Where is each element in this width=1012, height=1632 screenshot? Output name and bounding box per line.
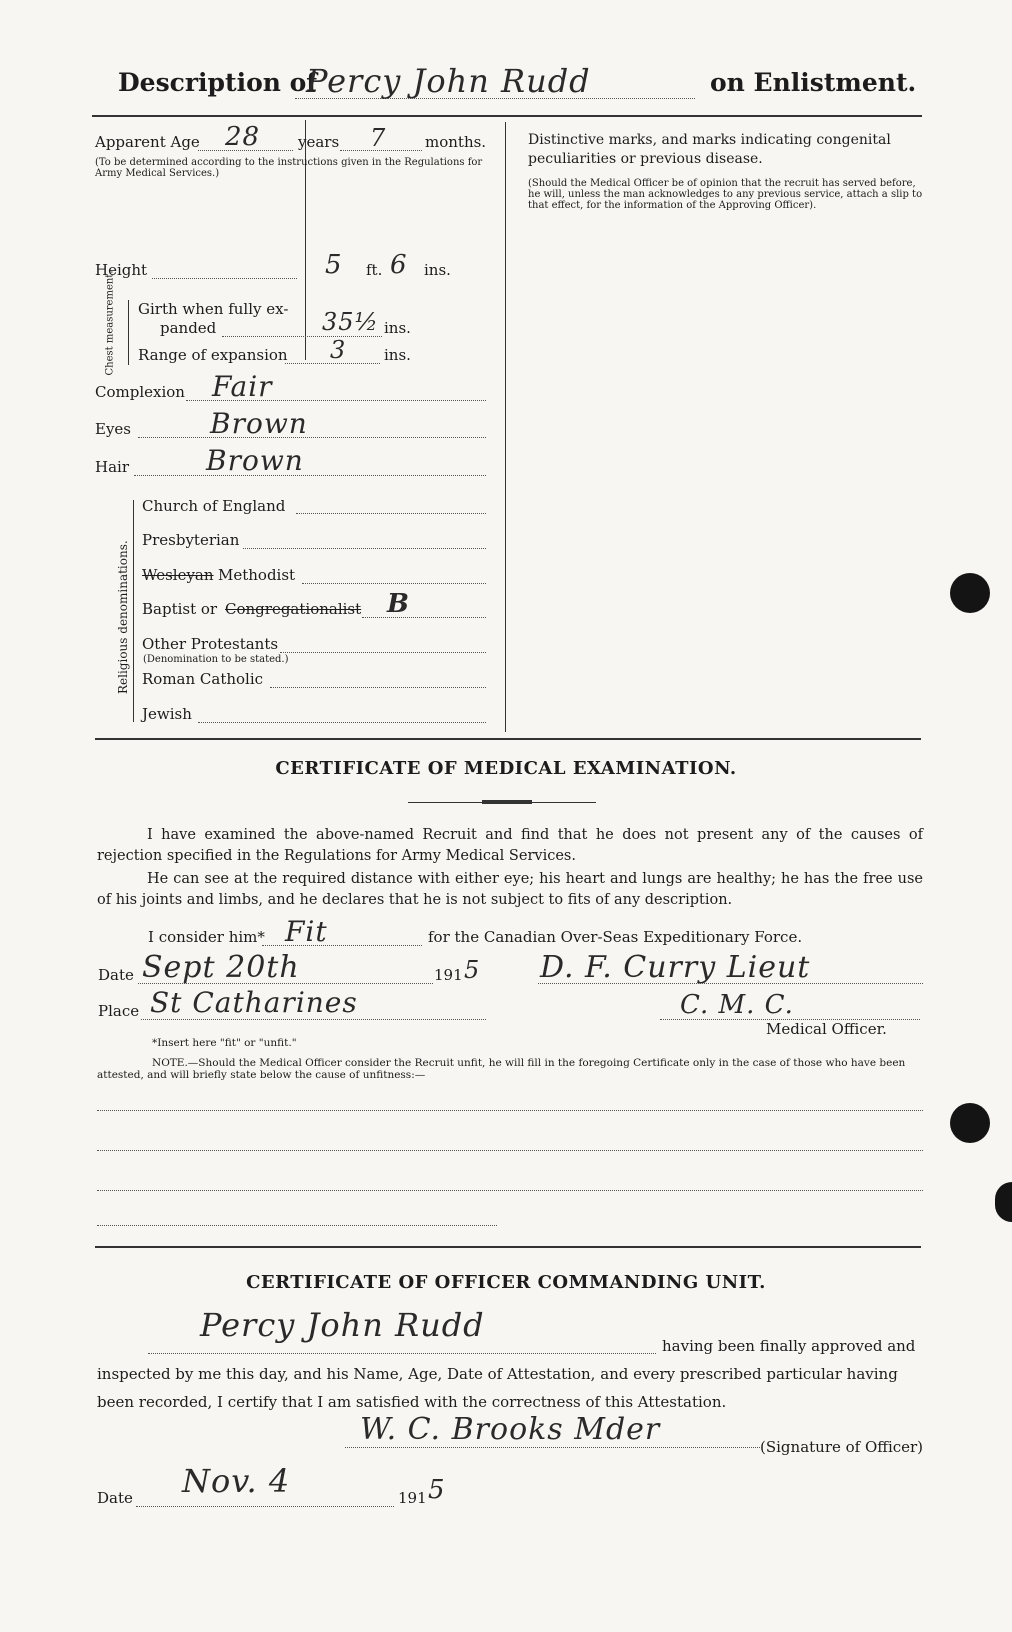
complexion-label: Complexion <box>95 383 185 401</box>
range-ins-label: ins. <box>384 346 411 364</box>
chest-bracket <box>128 300 129 365</box>
religious-denominations-label: Religious denominations. <box>116 540 130 694</box>
commanding-heading: CERTIFICATE OF OFFICER COMMANDING UNIT. <box>246 1272 766 1293</box>
punch-hole-edge <box>995 1182 1012 1222</box>
commanding-signature-dots <box>345 1447 760 1448</box>
religion-wesleyan: Wesleyan <box>142 566 214 584</box>
height-ins-value: 6 <box>390 250 408 280</box>
girth-ins-label: ins. <box>384 319 411 337</box>
hair-dots <box>134 475 486 476</box>
commanding-year-printed: 191 <box>398 1489 427 1507</box>
complexion-value: Fair <box>212 370 273 403</box>
girth-value: 35½ <box>322 308 379 336</box>
commanding-text2: inspected by me this day, and his Name, Age, Date of Attestation, and every prescribed particular having <box>97 1365 898 1383</box>
religion-roman-catholic: Roman Catholic <box>142 670 264 688</box>
eyes-value: Brown <box>210 407 308 440</box>
religion-baptist: Baptist or <box>142 600 218 618</box>
age-years-value: 28 <box>225 122 261 152</box>
medical-heading: CERTIFICATE OF MEDICAL EXAMINATION. <box>275 758 737 779</box>
recruit-name-line <box>295 98 695 99</box>
commanding-signature-label: (Signature of Officer) <box>760 1438 924 1456</box>
jewish-dots <box>198 722 486 723</box>
medical-year-written: 5 <box>464 956 481 984</box>
medical-place-label: Place <box>98 1002 140 1020</box>
religion-other-note: (Denomination to be stated.) <box>143 654 289 665</box>
height-ft-value: 5 <box>325 250 343 280</box>
girth-dots <box>222 336 382 337</box>
months-label: months. <box>425 133 487 151</box>
recruit-name: Percy John Rudd <box>306 62 591 100</box>
header-suffix: on Enlistment. <box>710 68 917 97</box>
medical-signature-dots <box>538 983 923 984</box>
age-months-value: 7 <box>370 124 387 152</box>
methodist-dots <box>302 583 486 584</box>
religion-jewish: Jewish <box>142 705 192 723</box>
commanding-year-written: 5 <box>428 1475 446 1505</box>
marks-heading: Distinctive marks, and marks indicating congenital peculiarities or previous disease. <box>528 132 891 167</box>
medical-para1: I have examined the above-named Recruit and find that he does not present any of the causes of rejection specified in the Regulations for Army Medical Services. <box>97 827 923 864</box>
church-dots <box>296 513 486 514</box>
height-dots <box>152 278 297 279</box>
left-column-divider <box>305 120 306 360</box>
height-label: Height <box>95 261 148 279</box>
consider-label: I consider him* <box>148 928 265 946</box>
section-rule-2 <box>95 1246 921 1248</box>
apparent-age-label: Apparent Age <box>95 133 200 151</box>
unfitness-line-1 <box>97 1110 923 1111</box>
girth-label-2: panded <box>160 319 217 337</box>
religion-congregationalist: Congregationalist <box>225 600 362 618</box>
header-rule <box>92 115 922 117</box>
unfitness-line-3 <box>97 1190 923 1191</box>
religion-other-protestants: Other Protestants <box>142 635 279 653</box>
center-column-divider <box>505 122 506 732</box>
punch-hole-middle <box>950 1103 990 1143</box>
medical-date-label: Date <box>98 966 134 984</box>
commanding-text1: having been finally approved and <box>662 1337 916 1355</box>
commanding-date-value: Nov. 4 <box>182 1462 291 1500</box>
range-label: Range of expansion <box>138 346 288 364</box>
medical-place-value: St Catharines <box>150 986 358 1019</box>
eyes-dots <box>138 437 486 438</box>
marks-note: (Should the Medical Officer be of opinion that the recruit has served before, he will, unless the man acknowledges to any previous service, attach a slip to that effect, for the information of the Approving Officer). <box>528 178 923 211</box>
medical-unit: C. M. C. <box>680 990 794 1020</box>
other-dots <box>280 652 486 653</box>
medical-heading-rule-mark <box>482 800 532 804</box>
medical-note: NOTE.—Should the Medical Officer consider the Recruit unfit, he will fill in the foregoing Certificate only in the case of those who have been attested, and will briefly state below the cause of unfitness:— <box>97 1057 906 1081</box>
section-rule-1 <box>95 738 921 740</box>
chest-measurement-label: Chest measurement. <box>104 270 116 376</box>
hair-label: Hair <box>95 458 129 476</box>
unfitness-line-2 <box>97 1150 923 1151</box>
religion-methodist: Methodist <box>218 566 296 584</box>
commanding-date-label: Date <box>97 1489 133 1507</box>
religion-church-of-england: Church of England <box>142 497 286 515</box>
eyes-label: Eyes <box>95 420 131 438</box>
medical-date-value: Sept 20th <box>142 950 300 985</box>
religion-bracket <box>133 500 134 722</box>
unfitness-line-4 <box>97 1225 497 1226</box>
fit-value: Fit <box>285 915 328 948</box>
commanding-text3: been recorded, I certify that I am satisfied with the correctness of this Attestation. <box>97 1393 727 1411</box>
catholic-dots <box>270 687 486 688</box>
religion-presbyterian: Presbyterian <box>142 531 240 549</box>
commanding-date-dots <box>136 1506 394 1507</box>
presbyterian-dots <box>243 548 486 549</box>
ins-label: ins. <box>424 261 451 279</box>
religion-baptist-mark: B <box>387 589 410 619</box>
medical-officer-label: Medical Officer. <box>766 1020 887 1038</box>
punch-hole-top <box>950 573 990 613</box>
range-value: 3 <box>330 336 347 364</box>
commanding-signature: W. C. Brooks Mder <box>360 1412 661 1447</box>
header-prefix: Description of <box>118 68 318 97</box>
years-label: years <box>298 133 340 151</box>
medical-year-printed: 191 <box>434 966 463 984</box>
baptist-dots <box>362 617 486 618</box>
commanding-name-value: Percy John Rudd <box>200 1306 485 1344</box>
medical-officer-signature: D. F. Curry Lieut <box>540 950 811 985</box>
insert-note: *Insert here "fit" or "unfit." <box>152 1037 297 1049</box>
girth-label-1: Girth when fully ex- <box>138 300 289 318</box>
medical-place-dots <box>141 1019 486 1020</box>
ft-label: ft. <box>366 261 383 279</box>
medical-para2: He can see at the required distance with either eye; his heart and lungs are healthy; he has the free use of his joints and limbs, and he declares that he is not subject to fits of any description. <box>97 871 923 908</box>
hair-value: Brown <box>206 444 304 477</box>
commanding-name-dots <box>148 1353 656 1354</box>
age-note: (To be determined according to the instructions given in the Regulations for Army Medical Services.) <box>95 157 483 179</box>
force-label: for the Canadian Over-Seas Expeditionary Force. <box>428 928 803 946</box>
